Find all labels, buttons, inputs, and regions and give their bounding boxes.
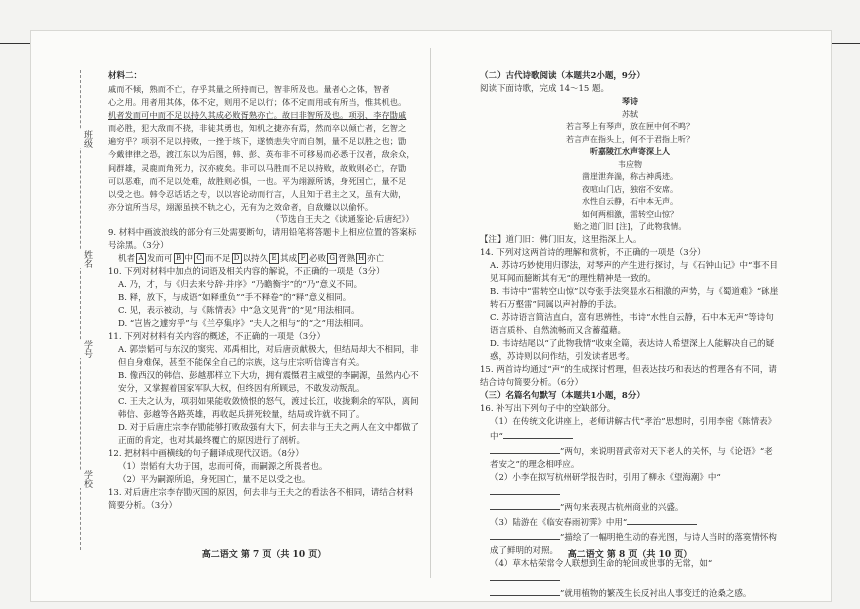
poem2-author: 韦应物 <box>618 159 642 169</box>
binding-label-name: 姓名 <box>68 250 92 268</box>
binding-margin <box>58 70 102 560</box>
answer-blank[interactable] <box>627 515 697 525</box>
answer-blank[interactable] <box>490 500 560 510</box>
question-15: 15. 两首诗均通过“声”的生成探讨哲理，但表达技巧和表达的哲理各有不同，请结合诗句简要分析。（6分） <box>480 364 777 388</box>
poem2-line: 凿崖泄奔湍，称古神禹迹。 <box>582 172 678 181</box>
q9-answer-line <box>108 253 420 266</box>
q9-piece: 必败 <box>309 253 327 264</box>
passage-line: 戚而不倾，熟而不亡，存乎其量之所持而已，智非所及也。量者心之体，智者 <box>108 84 390 94</box>
q9-piece: 亦亡 <box>367 253 385 264</box>
page-fold <box>430 48 431 578</box>
q14-option-c: C. 苏诗语言简洁直白，富有思辨性，韦诗“水性自云静，石中本无声”等诗句语言质朴、自然流畅而又含蓄蕴藉。 <box>490 312 774 336</box>
q9-box: H <box>358 253 365 262</box>
q9-piece: 机者 <box>118 253 136 264</box>
passage-line: 而必胜，犯大敌而不挠，非徒其勇也，知机之捷亦有焉，然而卒以倾亡者，乞智之 <box>108 123 407 134</box>
question-11: 11. 下列对材料有关内容的概述，不正确的一项是（3分） <box>108 331 326 342</box>
q9-piece: 其成 <box>280 253 298 264</box>
right-page <box>480 70 780 601</box>
question-12: 12. 把材料中画横线的句子翻译成现代汉语。（8分） <box>108 448 304 459</box>
q9-piece: 而不足 <box>205 253 231 264</box>
q11-option-a: A. 郭崇韬可与东汉的窦宪、邓禹相比，对后唐贡献极大，但结局却大不相同，非但自身难保，甚至不能保全自己的宗族，这与庄宗听信谗言有关。 <box>118 344 419 368</box>
q9-box: E <box>269 253 279 264</box>
q16-item-2-suffix: ”两句来表现古杭州商业的兴盛。 <box>560 502 684 513</box>
q14-option-d: D. 韦诗结尾以“了此物我情”收束全篇，表达诗人希望深上人能解决自己的疑惑，苏诗则以问作结，引发读者思考。 <box>490 338 775 362</box>
q16-item-2-cont <box>480 500 780 515</box>
q16-item-3-suffix: ”描绘了一幅明艳生动的春光图，与诗人当时的落寞情怀构成了鲜明的对照。 <box>490 532 777 556</box>
q16-item-4 <box>480 558 780 586</box>
q9-box: D <box>232 253 242 264</box>
poem1-line: 若言声在指头上，何不于君指上听？ <box>566 134 694 144</box>
poem-block <box>480 96 780 234</box>
q16-item-2-prefix: （2）小李在拟写杭州研学报告时，引用了柳永《望海潮》中“ <box>490 472 721 483</box>
question-16: 16. 补写出下列句子中的空缺部分。 <box>480 403 616 414</box>
binding-label-class: 班级 <box>68 130 92 148</box>
q16-item-1-prefix: （1）在传统文化讲座上，老师讲解古代“孝治”思想时，引用李密《陈情表》中“ <box>490 416 777 442</box>
question-9: 9. 材料中画波浪线的部分有三处需要断句，请用铅笔将答题卡上相应位置的答案标号涂黑。（3分） <box>108 227 417 251</box>
q16-item-2 <box>480 472 780 500</box>
left-page <box>108 70 420 513</box>
poem2-title: 听嘉陵江水声寄深上人 <box>590 147 670 156</box>
q16-item-4-cont <box>480 586 780 601</box>
q11-option-c: C. 王夫之认为，项羽如果能收敛愤恨的怒气，渡过长江，收拢剩余的军队，离间韩信、彭越等各路英雄，再收起兵拼死较量，结局或许就不同了。 <box>118 396 419 420</box>
q9-box: F <box>298 253 308 264</box>
poem2-line: 贻之道门旧 [注]，了此物我情。 <box>573 222 687 231</box>
passage-source: （节选自王夫之《读通鉴论·后唐纪》） <box>271 214 414 225</box>
poem2-line: 如何两相激，雷转空山惊？ <box>582 209 678 219</box>
answer-blank[interactable] <box>490 485 560 495</box>
poem2-line: 夜喧山门店，独宿不安席。 <box>582 184 678 194</box>
passage-line: 心之用。用者用其体，体不定，则用不足以行；体不定而用或有所当，惟其机也。 <box>108 97 407 108</box>
q9-box: C <box>194 253 204 264</box>
page-footer-right: 高二语文 第 8 页（共 10 页） <box>567 550 693 560</box>
q9-piece: 以持久 <box>242 253 269 264</box>
top-rule-left <box>0 43 30 44</box>
q16-item-3-prefix: （3）陆游在《临安春雨初霁》中用“ <box>490 517 628 528</box>
q9-box: G <box>327 253 337 264</box>
poem2-line: 水性自云静，石中本无声。 <box>582 197 678 206</box>
q9-piece: 胥熟 <box>338 253 356 264</box>
q10-option-c: C. 见，表示被动，与《陈情表》中“急文见背”的“见”用法相同。 <box>118 305 360 316</box>
passage-line: 机者发而可中而不足以持久其成必败胥熟亦亡。故曰非智所及也。项羽、李存勖戚 <box>108 110 407 121</box>
q16-item-3 <box>480 515 780 530</box>
top-rule-right <box>830 43 860 44</box>
binding-label-number: 学号 <box>68 340 92 358</box>
q11-option-b: B. 像西汉的韩信、彭越那样立下大功，拥有震慑君主威望的李嗣源，虽然内心不安分，又掌握着国家军队大权，但终因有所顾忌，不敢发动叛乱。 <box>118 370 419 394</box>
passage-line: 以受之也。韩令忍话话之专，以以容论动而行言，人且知于君主之又，虽有大勋， <box>108 188 407 199</box>
q16-item-4-suffix: ”就用植物的繁茂生长反衬出人事变迁的沧桑之感。 <box>560 588 752 599</box>
poem1-title: 琴诗 <box>622 97 638 106</box>
passage-line: 亦分谊所当尽，翊源虽挟不轨之心，无有为之效命者，自敌赚以以偷怀。 <box>108 201 374 212</box>
passage-line: 遍穷乎？项羽不足以持败，一挫于垓下，遂愤恚失守而自刎，量不足以胜之也；勖 <box>108 136 407 147</box>
q16-item-4-prefix: （4）草木枯荣常令人联想到生命的轮回或世事的无常，如“ <box>490 558 713 569</box>
poem1-author: 苏轼 <box>622 109 638 119</box>
q16-item-1-suffix: ”两句，来说明晋武帝对天下老人的关怀，与《论语》“老者安之”的理念相呼应。 <box>490 446 773 470</box>
answer-blank[interactable] <box>490 444 560 454</box>
page-footer-left: 高二语文 第 7 页（共 10 页） <box>201 550 327 560</box>
q12-item-1: （1）崇韬有大功于国，忠而可倚，而嗣源之所畏者也。 <box>118 461 328 472</box>
passage-line: 间群雄，灵鹿而角死力，汉亦疲矣。非可以马胜而不足以持败，故败则必亡，存勖 <box>108 162 407 173</box>
answer-blank[interactable] <box>490 530 560 540</box>
poem1-line: 若言琴上有琴声，放在匣中何不鸣？ <box>566 122 694 131</box>
q11-option-d: D. 对于后唐庄宗李存勖能够打败敌强有大下，何去非与王夫之两人在文中都做了正面的肯定，也对其最终覆亡的原因进行了剖析。 <box>118 422 419 446</box>
answer-blank[interactable] <box>503 429 573 439</box>
passage-line: 今戴律律之恐，渡江东以为后图，韩、彭、英布非不可移易而必悉于汉者，敌余众， <box>108 149 415 160</box>
material-title: 材料二： <box>108 71 143 81</box>
q9-box: B <box>174 253 184 264</box>
section-3-title: （三）名篇名句默写（本题共1小题，8分） <box>480 390 645 401</box>
q9-box: A <box>136 253 146 264</box>
question-14: 14. 下列对这两首诗的理解和赏析，不正确的一项是（3分） <box>480 247 706 258</box>
answer-blank[interactable] <box>490 571 560 581</box>
q10-option-d: D. “岂皆之遽穷乎”与《兰亭集序》“夫人之相与”的“之”用法相同。 <box>118 318 369 329</box>
section-2-title: （二）古代诗歌阅读（本题共2小题，9分） <box>480 71 645 81</box>
q16-item-1-cont <box>480 444 780 472</box>
q14-option-b: B. 韦诗中“雷转空山惊”以夸张手法突显水石相激的声势，与《蜀道难》“砯崖转石万壑雷”同属以声衬静的手法。 <box>490 286 779 310</box>
answer-blank[interactable] <box>490 586 560 596</box>
q10-option-b: B. 释，放下，与成语“如释重负”“手不释卷”的“释”意义相同。 <box>118 292 352 303</box>
question-10: 10. 下列对材料中加点的词语及相关内容的解说，不正确的一项是（3分） <box>108 266 385 277</box>
binding-label-school: 学校 <box>68 470 92 488</box>
q9-piece: 中 <box>184 253 194 264</box>
q10-option-a: A. 乃，才，与《归去来兮辞·并序》“乃瞻衡宇”的“乃”意义不同。 <box>118 279 363 290</box>
section-2-intro: 阅读下面诗歌，完成 14～15 题。 <box>480 84 610 94</box>
q12-item-2: （2）平为嗣源所追，身死国亡，量不足以受之也。 <box>118 474 311 485</box>
poem-note: 【注】道门旧：佛门旧友，这里指深上人。 <box>480 234 642 245</box>
q14-option-a: A. 苏诗巧妙使用归谬法，对琴声的产生进行探讨，与《石钟山记》中“事不目见耳闻而臆断其有无”的理性精神是一致的。 <box>490 260 778 284</box>
passage <box>108 83 420 214</box>
passage-line: 可以恶难，而不足以处难，故胜则必惧，一也。平为翊源所诱，身死国亡，量不足 <box>108 175 407 186</box>
q9-piece: 发而可 <box>147 253 173 264</box>
q16-item-1 <box>480 416 780 444</box>
question-13: 13. 对后唐庄宗李存勖灭国的原因，何去非与王夫之的看法各不相同，请结合材料简要分析。（3分） <box>108 487 414 511</box>
